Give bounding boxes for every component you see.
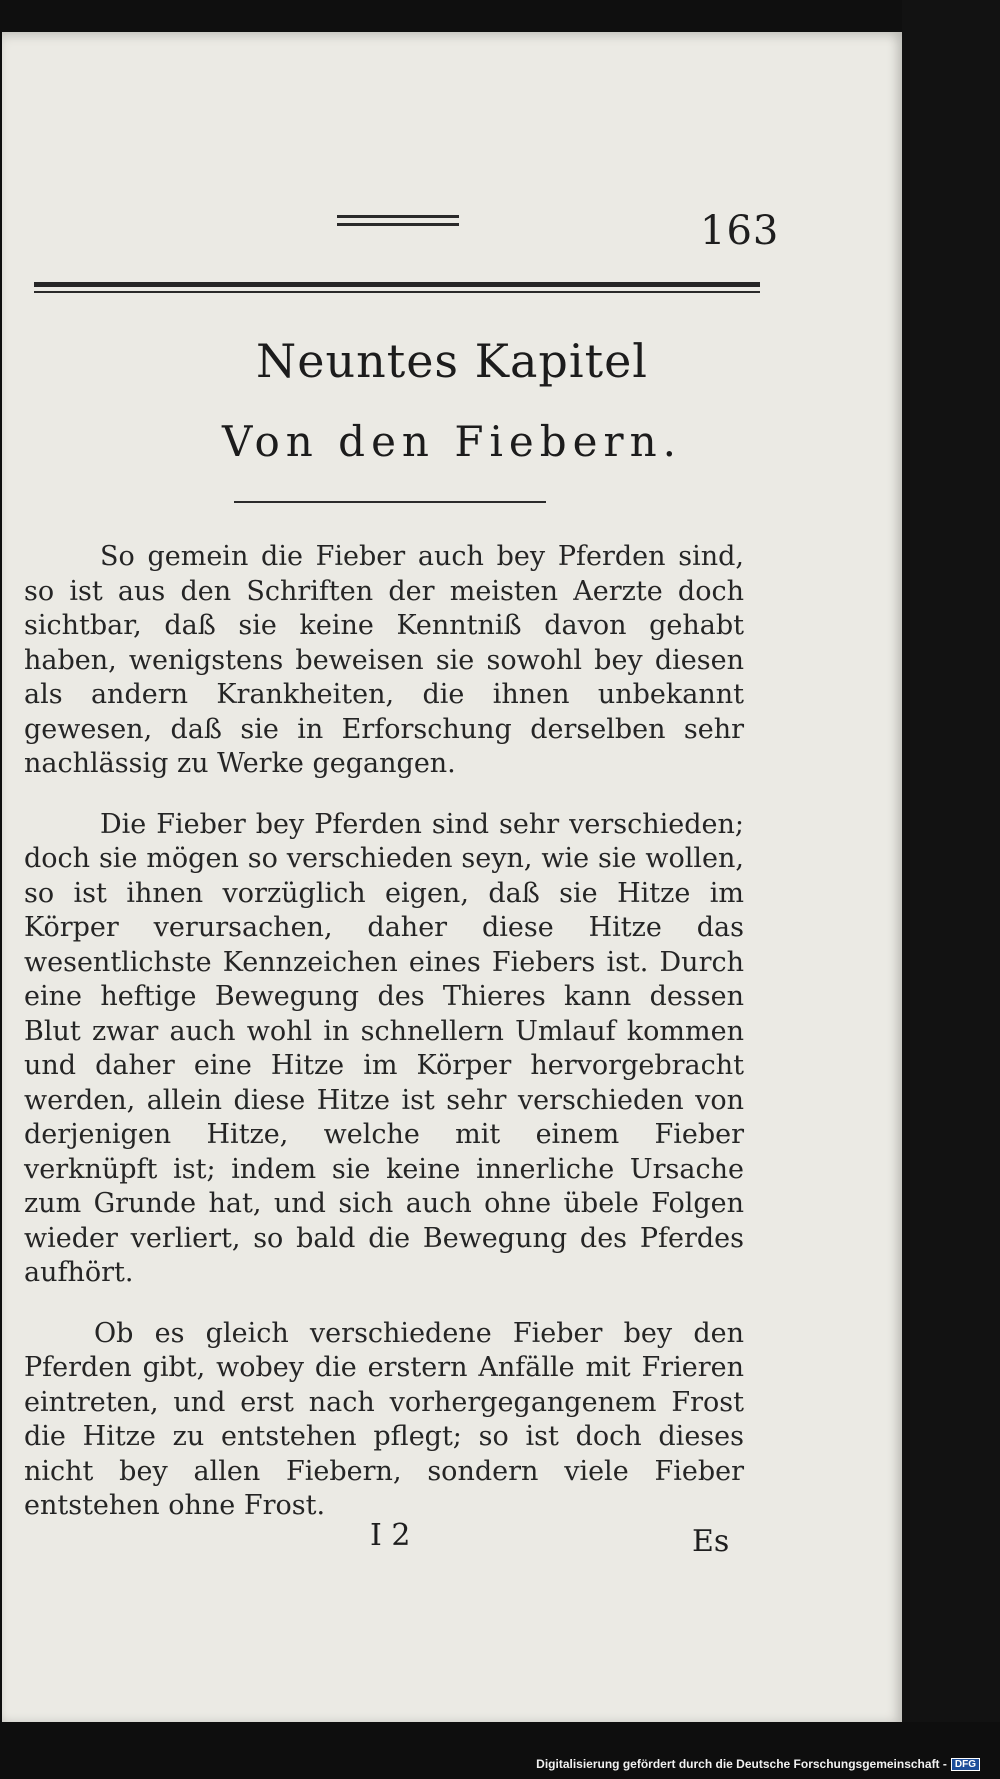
paragraph-1: So gemein die Fieber auch bey Pferden sind, so ist aus den Schriften der meisten Aerzte doch sichtbar, daß sie keine Kenntniß davon gehabt haben, wenigstens beweisen sie sowohl bey diesen als andern Krankheiten, die ihnen unbekannt gewesen, daß sie in Erforschung derselben sehr nachlässig zu Werke gegangen. (24, 541, 744, 779)
chapter-title: Neuntes Kapitel (255, 334, 649, 388)
book-page (2, 32, 902, 1722)
body-text (24, 540, 744, 1550)
header-ornament (337, 215, 459, 231)
digitization-credit (536, 1757, 980, 1771)
scan-top-border (0, 0, 1000, 32)
dfg-logo: DFG (951, 1758, 980, 1771)
title-divider (234, 501, 546, 503)
signature-mark: I 2 (370, 1518, 411, 1553)
header-rule (34, 282, 760, 293)
paragraph-3: Ob es gleich verschiedene Fieber bey den Pferden gibt, wobey die erstern Anfälle mit Frieren eintreten, und erst nach vorhergegangenem Frost die Hitze zu entstehen pflegt; so ist doch dieses nicht bey allen Fiebern, sondern viele Fieber entstehen ohne Frost. (24, 1317, 744, 1521)
scan-right-border (902, 0, 1000, 1779)
chapter-subtitle: Von den Fiebern. (222, 417, 682, 466)
page-number: 163 (700, 208, 780, 254)
catchword: Es (692, 1524, 730, 1559)
paragraph-2: Die Fieber bey Pferden sind sehr verschieden; doch sie mögen so verschieden seyn, wie sie wollen, so ist ihnen vorzüglich eigen, daß sie Hitze im Körper verursachen, daher diese Hitze das wesentlichste Kennzeichen eines Fiebers ist. Durch eine heftige Bewegung des Thieres kann dessen Blut zwar auch wohl in schnellern Umlauf kommen und daher eine Hitze im Körper hervorgebracht werden, allein diese Hitze ist sehr verschieden von derjenigen Hitze, welche mit einem Fieber verknüpft ist; indem sie keine innerliche Ursache zum Grunde hat, und sich auch ohne übele Folgen wieder verliert, so bald die Bewegung des Pferdes aufhört. (24, 808, 744, 1288)
credit-text: Digitalisierung gefördert durch die Deutsche Forschungsgemeinschaft - (536, 1757, 947, 1771)
